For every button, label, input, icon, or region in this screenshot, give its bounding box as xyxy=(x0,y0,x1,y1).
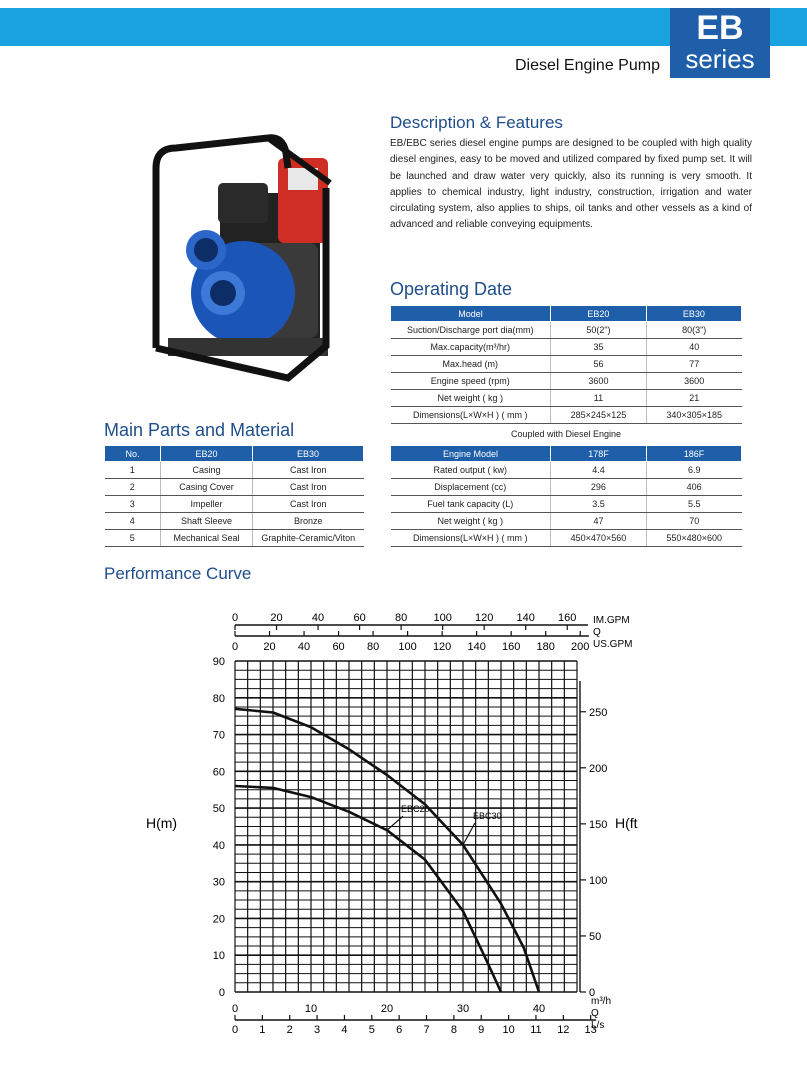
table-cell: 21 xyxy=(646,390,741,407)
badge-subtitle: series xyxy=(685,44,755,74)
y-tick-label: 50 xyxy=(212,803,225,816)
table-cell: Net weight ( kg ) xyxy=(391,390,551,407)
table-cell: Dimensions(L×W×H ) ( mm ) xyxy=(391,407,551,424)
table-row xyxy=(391,339,742,356)
table-cell: 296 xyxy=(551,479,647,496)
operating-table xyxy=(390,305,742,424)
table-row xyxy=(105,462,364,479)
engine-table xyxy=(390,445,742,547)
op-header-eb30: EB30 xyxy=(646,306,741,322)
table-cell: Mechanical Seal xyxy=(161,530,253,547)
series-badge xyxy=(670,8,770,78)
us-gpm-tick-label: 140 xyxy=(467,641,486,653)
us-gpm-tick-label: 100 xyxy=(398,641,417,653)
table-cell: Cast Iron xyxy=(253,496,364,513)
table-cell: 4.4 xyxy=(551,462,647,479)
parts-title: Main Parts and Material xyxy=(104,420,295,440)
im-gpm-tick-label: 140 xyxy=(516,612,535,624)
im-gpm-tick-label: 20 xyxy=(270,612,283,624)
y-tick-label: 80 xyxy=(212,692,225,705)
table-row xyxy=(105,479,364,496)
im-gpm-tick-label: 160 xyxy=(558,612,577,624)
y-tick-label: 10 xyxy=(212,950,225,963)
series-leader-ebc20 xyxy=(387,816,403,830)
y-tick-label: 20 xyxy=(212,913,225,926)
engine-header-model: Engine Model xyxy=(391,446,551,462)
ls-tick-label: 13 xyxy=(584,1024,597,1036)
table-row xyxy=(391,373,742,390)
ft-tick-label: 250 xyxy=(589,706,608,719)
series-label-ebc20: EBC20 xyxy=(401,804,430,815)
ft-tick-label: 150 xyxy=(589,818,608,831)
table-cell: Casing xyxy=(161,462,253,479)
table-cell: 40 xyxy=(646,339,741,356)
ls-tick-label: 6 xyxy=(396,1024,403,1036)
us-gpm-tick-label: 200 xyxy=(571,641,590,653)
table-cell: Net weight ( kg ) xyxy=(391,513,551,530)
description-text: EB/EBC series diesel engine pumps are designed to be coupled with high quality diesel engines, easy to be moved and utilized compared by fixed pump set. It will be launched and draw water very quickly, also its running is very smooth. It applies to chemical industry, light industry, construction, irrigation and water circulating system, also applies to ships, oil tanks and other vessels as a kind of advanced and reliable conveying equipments. xyxy=(390,138,752,231)
table-cell: Shaft Sleeve xyxy=(161,513,253,530)
us-gpm-tick-label: 0 xyxy=(231,641,239,653)
description-title: Description & Features xyxy=(390,113,563,132)
table-row xyxy=(391,356,742,373)
x-tick-label: 30 xyxy=(456,1003,470,1015)
ls-tick-label: 11 xyxy=(530,1024,542,1036)
ft-tick-label: 50 xyxy=(589,930,602,943)
y-axis-label-right: H(ft xyxy=(615,815,638,831)
table-row xyxy=(391,530,742,547)
table-cell: 4 xyxy=(105,513,161,530)
table-cell: Suction/Discharge port dia(mm) xyxy=(391,322,551,339)
table-cell: Max.capacity(m³/hr) xyxy=(391,339,551,356)
x-axis-unit-ls: L/s xyxy=(591,1020,605,1031)
us-gpm-tick-label: 120 xyxy=(432,641,452,653)
y-tick-label: 0 xyxy=(218,987,225,999)
us-gpm-tick-label: 80 xyxy=(366,641,380,653)
parts-header-eb30: EB30 xyxy=(253,446,364,462)
table-cell: 80(3") xyxy=(646,322,741,339)
table-row xyxy=(391,462,742,479)
table-row xyxy=(391,390,742,407)
y-axis-label: H(m) xyxy=(146,815,178,831)
table-cell: Cast Iron xyxy=(253,479,364,496)
us-gpm-tick-label: 160 xyxy=(501,641,521,653)
op-header-model: Model xyxy=(391,306,551,322)
header-subtitle: Diesel Engine Pump xyxy=(515,57,660,74)
table-cell: 6.9 xyxy=(646,462,741,479)
table-row xyxy=(391,496,742,513)
ls-tick-label: 3 xyxy=(314,1024,321,1036)
table-cell: 70 xyxy=(646,513,741,530)
ls-tick-label: 1 xyxy=(259,1024,266,1036)
parts-header-no: No. xyxy=(105,446,161,462)
ls-tick-label: 10 xyxy=(502,1024,515,1036)
table-cell: 3.5 xyxy=(551,496,647,513)
us-gpm-tick-label: 20 xyxy=(263,641,276,653)
engine-caption: Coupled with Diesel Engine xyxy=(510,429,622,439)
x-tick-label: 40 xyxy=(532,1003,546,1015)
table-cell: 3600 xyxy=(646,373,741,390)
ft-tick-label: 0 xyxy=(589,987,596,999)
table-cell: Max.head (m) xyxy=(391,356,551,373)
table-cell: Cast Iron xyxy=(253,462,364,479)
x-axis-label-q: Q xyxy=(591,1008,599,1019)
engine-header-186f: 186F xyxy=(646,446,741,462)
top-axis-label-q: Q xyxy=(593,627,601,638)
table-cell: Displacement (cc) xyxy=(391,479,551,496)
table-cell: 56 xyxy=(551,356,647,373)
table-row xyxy=(391,322,742,339)
table-row xyxy=(105,530,364,547)
table-cell: 35 xyxy=(551,339,647,356)
im-gpm-tick-label: 80 xyxy=(394,612,408,624)
table-cell: 47 xyxy=(551,513,647,530)
table-cell: Engine speed (rpm) xyxy=(391,373,551,390)
table-cell: 340×305×185 xyxy=(646,407,741,424)
ls-tick-label: 9 xyxy=(478,1024,485,1036)
top-axis-label-us: US.GPM xyxy=(593,639,633,650)
ls-tick-label: 4 xyxy=(341,1024,348,1036)
table-cell: 11 xyxy=(551,390,647,407)
table-cell: Graphite-Ceramic/Viton xyxy=(253,530,364,547)
table-cell: 3600 xyxy=(551,373,647,390)
operating-title: Operating Date xyxy=(390,279,513,299)
parts-table xyxy=(104,445,364,547)
table-cell: 285×245×125 xyxy=(551,407,647,424)
ls-tick-label: 12 xyxy=(557,1024,570,1036)
table-row xyxy=(105,496,364,513)
x-tick-label: 10 xyxy=(304,1003,318,1015)
table-cell: 2 xyxy=(105,479,161,496)
ft-tick-label: 200 xyxy=(589,762,608,775)
parts-header-eb20: EB20 xyxy=(161,446,253,462)
op-header-eb20: EB20 xyxy=(551,306,647,322)
table-row xyxy=(391,513,742,530)
us-gpm-tick-label: 60 xyxy=(332,641,345,653)
table-cell: 450×470×560 xyxy=(551,530,647,547)
im-gpm-tick-label: 60 xyxy=(353,612,366,624)
series-label-ebc30: EBC30 xyxy=(473,810,502,821)
ft-tick-label: 100 xyxy=(589,874,608,887)
badge-title: EB xyxy=(696,9,744,47)
ls-tick-label: 2 xyxy=(286,1024,293,1036)
table-cell: Bronze xyxy=(253,513,364,530)
table-cell: 77 xyxy=(646,356,741,373)
im-gpm-tick-label: 120 xyxy=(475,612,494,624)
table-cell: 3 xyxy=(105,496,161,513)
y-tick-label: 90 xyxy=(212,656,225,668)
engine-header-178f: 178F xyxy=(551,446,647,462)
table-cell: Casing Cover xyxy=(161,479,253,496)
us-gpm-tick-label: 40 xyxy=(297,641,311,653)
table-cell: 550×480×600 xyxy=(646,530,741,547)
performance-chart xyxy=(140,608,660,1048)
y-tick-label: 70 xyxy=(212,729,225,742)
table-row xyxy=(105,513,364,530)
x-tick-label: 0 xyxy=(231,1003,239,1015)
table-cell: 50(2") xyxy=(551,322,647,339)
us-gpm-tick-label: 180 xyxy=(536,641,555,653)
x-axis-unit-m3h: m³/h xyxy=(591,996,611,1007)
table-row xyxy=(391,407,742,424)
table-cell: 406 xyxy=(646,479,741,496)
pump-photo xyxy=(138,128,338,393)
table-cell: 5 xyxy=(105,530,161,547)
table-row xyxy=(391,479,742,496)
table-cell: 5.5 xyxy=(646,496,741,513)
top-axis-label-im: IM.GPM xyxy=(593,615,630,626)
ls-tick-label: 0 xyxy=(231,1024,239,1036)
ls-tick-label: 8 xyxy=(450,1024,457,1036)
im-gpm-tick-label: 0 xyxy=(231,612,239,624)
y-tick-label: 30 xyxy=(212,876,225,889)
table-cell: Fuel tank capacity (L) xyxy=(391,496,551,513)
im-gpm-tick-label: 40 xyxy=(311,612,325,624)
table-cell: Rated output ( kw) xyxy=(391,462,551,479)
ls-tick-label: 7 xyxy=(423,1024,430,1036)
performance-title: Performance Curve xyxy=(104,564,252,583)
table-cell: Impeller xyxy=(161,496,253,513)
x-tick-label: 20 xyxy=(380,1003,394,1015)
y-tick-label: 60 xyxy=(212,766,225,779)
im-gpm-tick-label: 100 xyxy=(433,612,452,624)
ls-tick-label: 5 xyxy=(368,1024,375,1036)
table-cell: Dimensions(L×W×H ) ( mm ) xyxy=(391,530,551,547)
y-tick-label: 40 xyxy=(212,839,225,852)
table-cell: 1 xyxy=(105,462,161,479)
